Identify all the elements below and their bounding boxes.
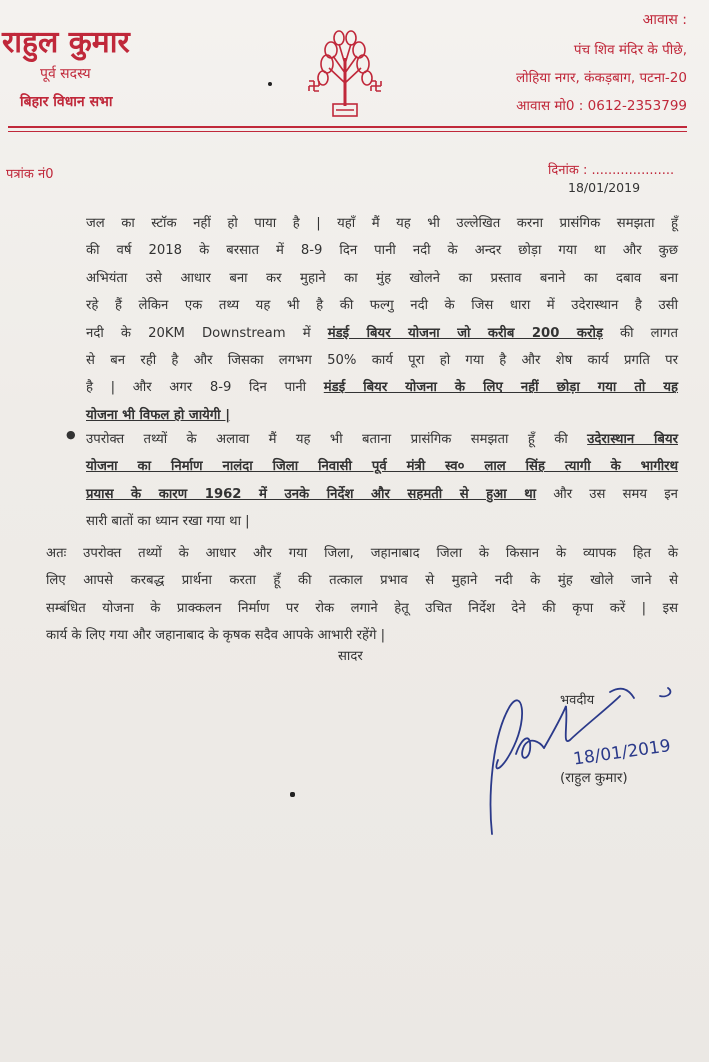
text-line [86,374,678,401]
line-text: की लागत [602,325,678,341]
letterhead-name: राहुल कुमार [2,25,130,60]
letterhead-divider-thin [8,131,687,132]
line-text: नदी के 20KM Downstream में [86,325,328,341]
body-paragraph-3 [46,540,678,650]
address-label: आवास : [642,12,687,28]
line-text: और उस समय इन [536,486,678,502]
line-text: सम्बंधित योजना के प्राक्कलन निर्माण पर रोक लगाने हेतू उचित निर्देश देने की कृपा करें | इस [46,600,678,616]
paper-speck [290,792,295,797]
line-text: सारी बातों का ध्यान रखा गया था | [86,514,250,530]
text-line [86,508,678,535]
text-line [46,540,678,567]
letterhead-assembly: बिहार विधान सभा [20,94,113,110]
address-line-2: लोहिया नगर, कंकड़बाग, पटना-20 [516,70,687,86]
text-line [86,426,678,453]
date-label: दिनांक : .................... [548,163,675,178]
text-line [86,210,678,237]
body-paragraph-1 [86,210,678,429]
text-line [86,320,678,347]
line-text: उपरोक्त तथ्यों के अलावा मैं यह भी बताना प्रासंगिक समझता हूँ की [86,432,588,447]
text-line [86,453,678,480]
closing-text: सादर [338,649,363,664]
line-text: अभियंता उसे आधार बना कर मुहाने का मुंह खोलने का प्रस्ताव बनाने का दबाव बना [86,270,678,286]
line-text: से बन रही है और जिसका लगभग 50% कार्य पूरा हो गया है और शेष कार्य प्रगति पर [86,353,678,369]
handwritten-date: 18/01/2019 [572,736,672,770]
underlined-text: मंडई बियर योजना जो करीब 200 करोड़ [327,325,603,341]
text-line [86,481,678,508]
text-line [86,265,678,292]
bullet-icon: ● [66,428,76,441]
letterhead-designation: पूर्व सदस्य [40,66,91,82]
address-line-1: पंच शिव मंदिर के पीछे, [573,42,687,58]
underlined-text: मंडई बियर योजना के लिए नहीं छोड़ा गया तो यह [323,380,679,396]
underlined-text: योजना का निर्माण नालंदा जिला निवासी पूर्व मंत्री स्व० लाल सिंह त्यागी के भागीरथ [86,459,678,475]
text-line [86,347,678,374]
underlined-text: प्रयास के कारण 1962 में उनके निर्देश और सहमती से हुआ था [86,486,537,502]
underlined-text: योजना भी विफल हो जायेगी | [86,407,231,423]
line-text: अतः उपरोक्त तथ्यों के आधार और गया जिला, जहानाबाद जिला के किसान के व्यापक हित के [46,546,678,561]
handwritten-signature [470,676,680,846]
body-paragraph-2 [86,426,678,536]
salutation: भवदीय [560,693,595,708]
underlined-text: उदेरास्थान बियर [587,432,678,447]
paper-speck [268,82,272,86]
party-tree-emblem-icon [305,28,385,120]
letter-date: 18/01/2019 [568,180,641,195]
line-text: है | और अगर 8-9 दिन पानी [86,380,324,396]
letter-number-label: पत्रांक नं0 [6,167,54,182]
line-text: की वर्ष 2018 के बरसात में 8-9 दिन पानी नदी के अन्दर छोड़ा गया था और कुछ [86,243,678,259]
line-text: कार्य के लिए गया और जहानाबाद के कृषक सदैव आपके आभारी रहेंगे | [46,628,386,644]
line-text: रहे हैं लेकिन एक तथ्य यह भी है की फल्गु नदी के जिस धारा में उदेरास्थान है उसी [86,298,678,314]
address-phone: आवास मो0 : 0612-2353799 [516,98,687,114]
text-line [86,292,678,319]
letterhead-divider [8,126,687,128]
text-line [46,595,678,622]
signatory-name: (राहुल कुमार) [560,770,628,786]
text-line [86,237,678,264]
line-text: जल का स्टॉक नहीं हो पाया है | यहाँ मैं यह भी उल्लेखित करना प्रासंगिक समझता हूँ [86,216,678,231]
line-text: लिए आपसे करबद्ध प्रार्थना करता हूँ की तत्काल प्रभाव से मुहाने नदी के मुंह खोले जाने से [46,573,678,589]
text-line [46,567,678,594]
